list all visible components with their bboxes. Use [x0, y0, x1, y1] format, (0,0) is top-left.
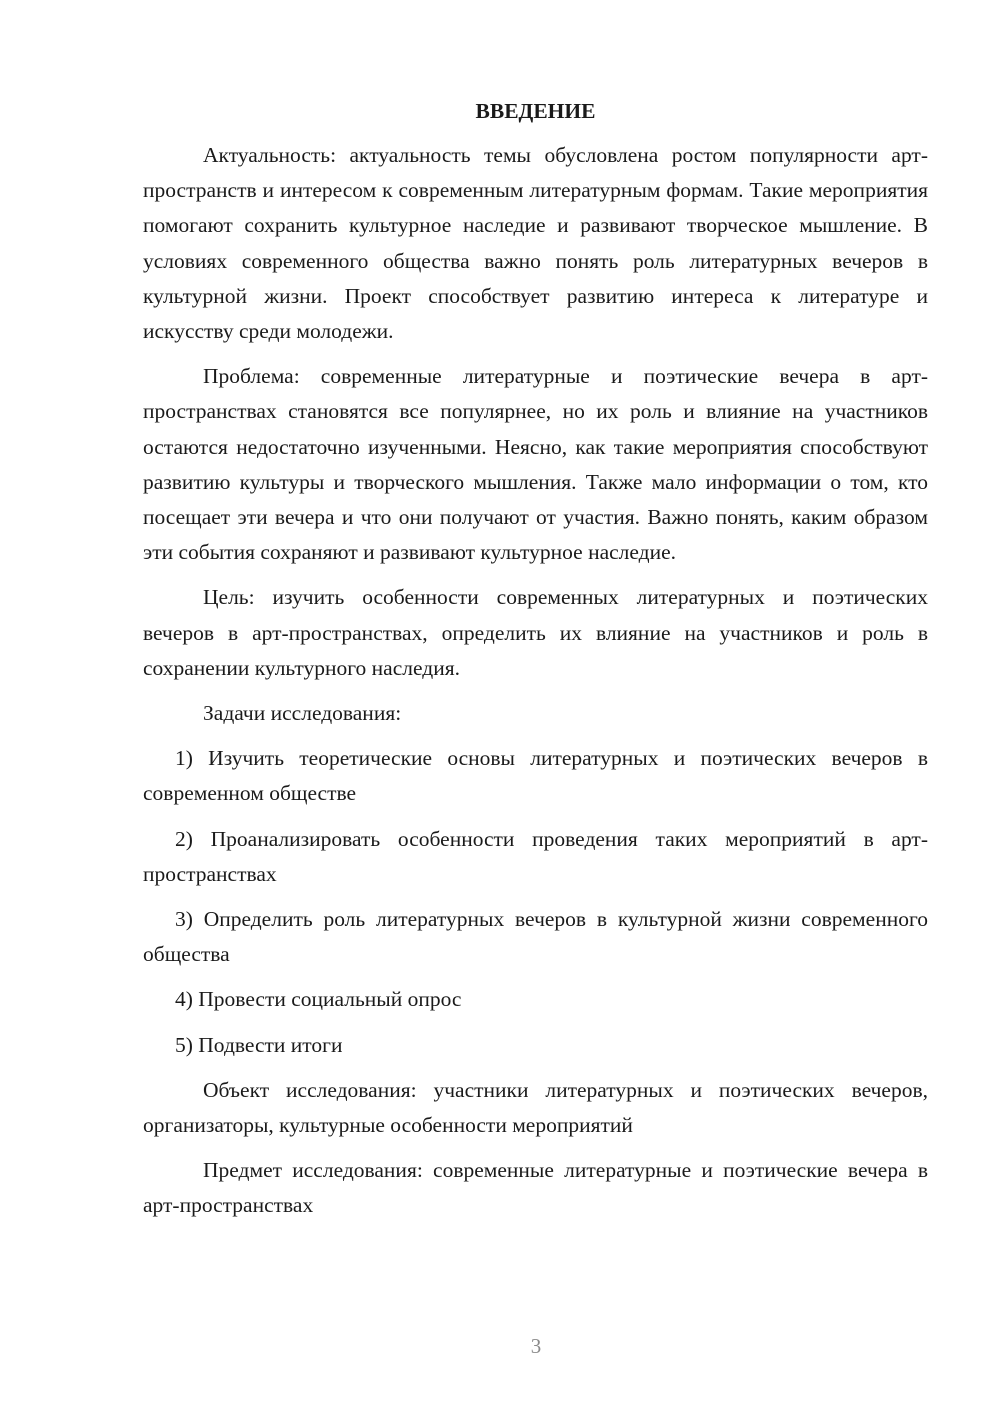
list-item: 4) Провести социальный опрос [175, 987, 462, 1012]
list-item: 1) Изучить теоретические основы литературных и поэтических вечеров в современном обществе [143, 746, 928, 806]
list-item: 3) Определить роль литературных вечеров в культурной жизни современного общества [143, 907, 928, 967]
list-item: 2) Проанализировать особенности проведения таких мероприятий в арт-пространствах [143, 826, 928, 886]
tasks-list [143, 741, 928, 1063]
page-number: 3 [530, 1334, 542, 1358]
page-content [143, 96, 928, 1234]
relevance-paragraph: Актуальность: актуальность темы обусловлена ростом популярности арт-пространств и интересом к современным литературным формам. Такие мероприятия помогают сохранить культурное наследие и развивают творческое мышление. В условиях современного общества важно понять роль литературных вечеров в культурной жизни. Проект способствует развитию интереса к литературе и искусству среди молодежи. [143, 143, 928, 344]
subject-paragraph: Предмет исследования: современные литературные и поэтические вечера в арт-пространствах [143, 1158, 928, 1218]
page-heading: ВВЕДЕНИЕ [475, 99, 596, 123]
tasks-title: Задачи исследования: [203, 701, 402, 726]
object-paragraph: Объект исследования: участники литературных и поэтических вечеров, организаторы, культурные особенности мероприятий [143, 1077, 928, 1138]
goal-paragraph: Цель: изучить особенности современных литературных и поэтических вечеров в арт-пространствах, определить их влияние на участников и роль в сохранении культурного наследия. [143, 585, 928, 680]
problem-paragraph: Проблема: современные литературные и поэтические вечера в арт-пространствах становятся все популярнее, но их роль и влияние на участников остаются недостаточно изученными. Неясно, как такие мероприятия способствуют развитию культуры и творческого мышления. Также мало информации о том, кто посещает эти вечера и что они получают от участия. Важно понять, каким образом эти события сохраняют и развивают культурное наследие. [143, 364, 928, 565]
list-item: 5) Подвести итоги [175, 1032, 343, 1057]
